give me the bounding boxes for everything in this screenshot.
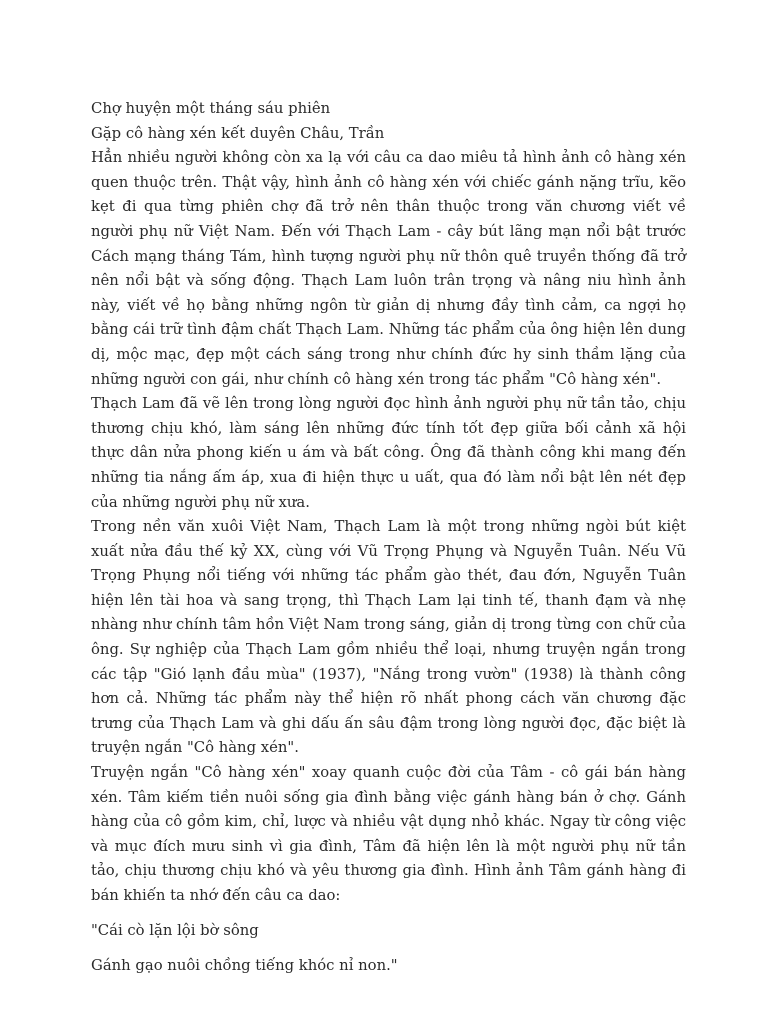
quote-line-2: Gánh gạo nuôi chồng tiếng khóc nỉ non."	[91, 957, 398, 975]
paragraph-2: Thạch Lam đã vẽ lên trong lòng người đọc hình ảnh người phụ nữ tần tảo, chịu thương chịu khó, làm sáng lên những đức tính tốt đẹp giữa bối cảnh xã hội thực dân nửa phong kiến u ám và bất công. Ông đã thành công khi mang đến những tia nắng ấm áp, xua đi hiện thực u uất, qua đó làm nổi bật lên nét đẹp của những người phụ nữ xưa.	[91, 395, 686, 511]
quote-line-1: "Cái cò lặn lội bờ sông	[91, 921, 259, 939]
paragraph-4: Truyện ngắn "Cô hàng xén" xoay quanh cuộc đời của Tâm - cô gái bán hàng xén. Tâm kiếm tiền nuôi sống gia đình bằng việc gánh hàng bán ở chợ. Gánh hàng của cô gồm kim, chỉ, lược và nhiều vật dụng nhỏ khác. Ngay từ công việc và mục đích mưu sinh vì gia đình, Tâm đã hiện lên là một người phụ nữ tần tảo, chịu thương chịu khó và yêu thương gia đình. Hình ảnh Tâm gánh hàng đi bán khiến ta nhớ đến câu ca dao:	[91, 764, 686, 904]
opening-line-2: Gặp cô hàng xén kết duyên Châu, Trần	[91, 124, 385, 142]
paragraph-1: Hẳn nhiều người không còn xa lạ với câu ca dao miêu tả hình ảnh cô hàng xén quen thuộc trên. Thật vậy, hình ảnh cô hàng xén với chiếc gánh nặng trĩu, kẽo kẹt đi qua từng phiên chợ đã trở nên thân thuộc trong văn chương viết về người phụ nữ Việt Nam. Đến với Thạch Lam - cây bút lãng mạn nổi bật trước Cách mạng tháng Tám, hình tượng người phụ nữ thôn quê truyền thống đã trở nên nổi bật và sống động. Thạch Lam luôn trân trọng và nâng niu hình ảnh này, viết về họ bằng những ngôn từ giản dị nhưng đầy tình cảm, ca ngợi họ bằng cái trữ tình đậm chất Thạch Lam. Những tác phẩm của ông hiện lên dung dị, mộc mạc, đẹp một cách sáng trong như chính đức hy sinh thầm lặng của những người con gái, như chính cô hàng xén trong tác phẩm "Cô hàng xén".	[91, 149, 686, 388]
opening-line-1: Chợ huyện một tháng sáu phiên	[91, 100, 331, 117]
paragraph-3: Trong nền văn xuôi Việt Nam, Thạch Lam là một trong những ngòi bút kiệt xuất nửa đầu thế kỷ XX, cùng với Vũ Trọng Phụng và Nguyễn Tuân. Nếu Vũ Trọng Phụng nổi tiếng với những tác phẩm gào thét, đau đớn, Nguyễn Tuân hiện lên tài hoa và sang trọng, thì Thạch Lam lại tinh tế, thanh đạm và nhẹ nhàng như chính tâm hồn Việt Nam trong sáng, giản dị trong từng con chữ của ông. Sự nghiệp của Thạch Lam gồm nhiều thể loại, nhưng truyện ngắn trong các tập "Gió lạnh đầu mùa" (1937), "Nắng trong vườn" (1938) là thành công hơn cả. Những tác phẩm này thể hiện rõ nhất phong cách văn chương đặc trưng của Thạch Lam và ghi dấu ấn sâu đậm trong lòng người đọc, đặc biệt là truyện ngắn "Cô hàng xén".	[91, 518, 686, 757]
document-page	[91, 97, 686, 979]
